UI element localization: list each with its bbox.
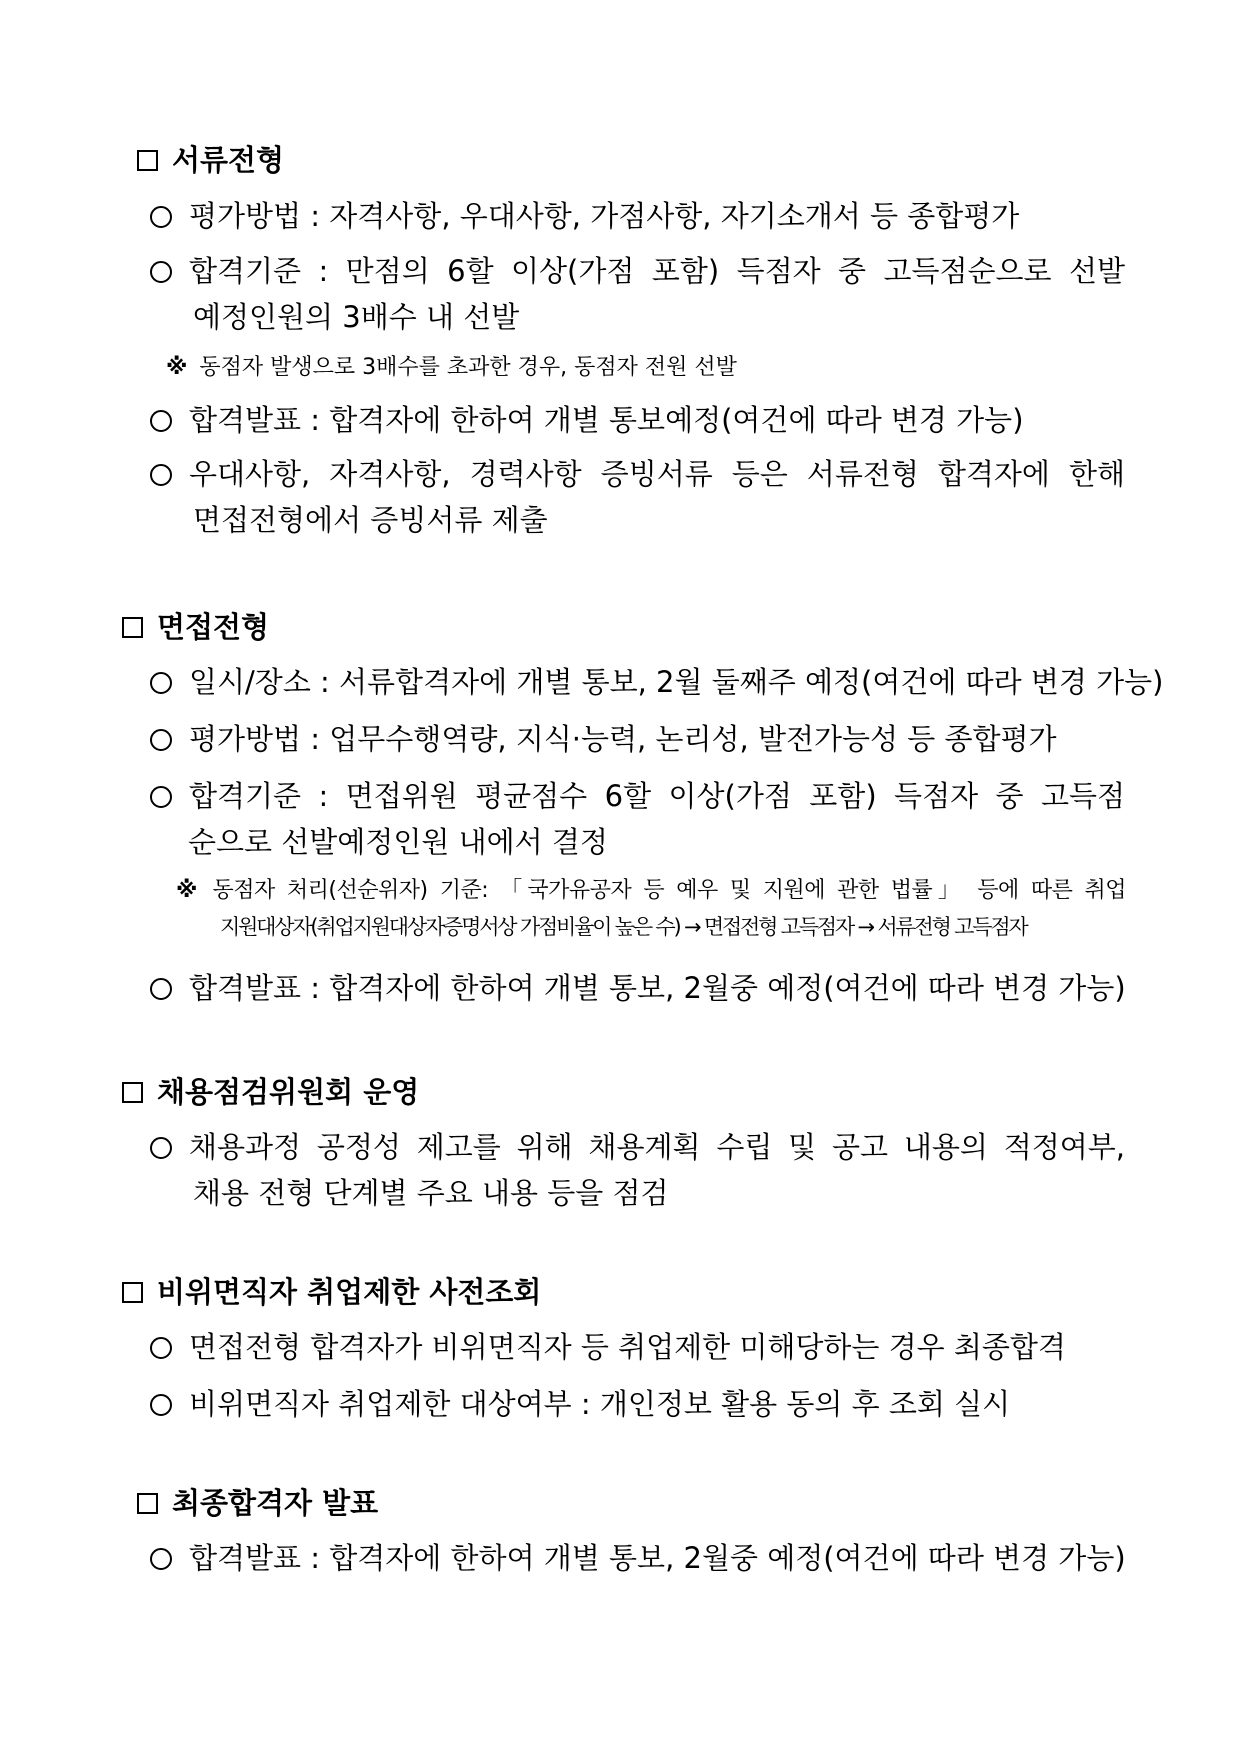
section-heading-final-announcement: 최종합격자 발표 — [137, 1489, 378, 1518]
circle-bullet-icon — [150, 978, 172, 1000]
checkbox-square-icon — [122, 1282, 143, 1303]
list-item: 일시/장소 : 서류합격자에 개별 통보, 2월 둘째주 예정(여건에 따라 변경 가능) — [150, 659, 1125, 705]
section-heading-document-screening: 서류전형 — [137, 146, 284, 175]
circle-bullet-icon — [150, 1337, 172, 1359]
footnote: ※ 동점자 발생으로 3배수를 초과한 경우, 동점자 전원 선발 — [166, 355, 737, 380]
footnote: ※ 동점자 처리(선순위자) 기준: 「국가유공자 등 예우 및 지원에 관한 법률」 등에 따른 취업 지원대상자(취업지원대상자증명서상 가점비율이 높은 수) → 면접전형 고득점자 → 서류전형 고득점자 — [176, 878, 1126, 939]
section-heading-recruitment-review-committee: 채용점검위원회 운영 — [122, 1078, 419, 1107]
circle-bullet-icon — [150, 464, 172, 486]
list-item: 비위면직자 취업제한 대상여부 : 개인정보 활용 동의 후 조회 실시 — [150, 1381, 1125, 1427]
circle-bullet-icon — [150, 1548, 172, 1570]
circle-bullet-icon — [150, 261, 172, 283]
circle-bullet-icon — [150, 410, 172, 432]
list-item: 합격발표 : 합격자에 한하여 개별 통보, 2월중 예정(여건에 따라 변경 가능) — [150, 1535, 1125, 1581]
circle-bullet-icon — [150, 729, 172, 751]
circle-bullet-icon — [150, 1137, 172, 1159]
list-item: 평가방법 : 업무수행역량, 지식·능력, 논리성, 발전가능성 등 종합평가 — [150, 716, 1125, 762]
circle-bullet-icon — [150, 672, 172, 694]
list-item: 평가방법 : 자격사항, 우대사항, 가점사항, 자기소개서 등 종합평가 — [150, 193, 1125, 239]
checkbox-square-icon — [122, 1082, 143, 1103]
section-heading-interview: 면접전형 — [122, 613, 269, 642]
circle-bullet-icon — [150, 206, 172, 228]
list-item: 채용과정 공정성 제고를 위해 채용계획 수립 및 공고 내용의 적정여부, 채용 전형 단계별 주요 내용 등을 점검 — [150, 1124, 1125, 1216]
list-item: 합격발표 : 합격자에 한하여 개별 통보예정(여건에 따라 변경 가능) — [150, 397, 1125, 443]
circle-bullet-icon — [150, 1394, 172, 1416]
list-item: 면접전형 합격자가 비위면직자 등 취업제한 미해당하는 경우 최종합격 — [150, 1324, 1125, 1370]
list-item: 합격기준 : 만점의 6할 이상(가점 포함) 득점자 중 고득점순으로 선발 예정인원의 3배수 내 선발 — [150, 248, 1125, 340]
checkbox-square-icon — [137, 1493, 158, 1514]
checkbox-square-icon — [122, 617, 143, 638]
checkbox-square-icon — [137, 150, 158, 171]
section-heading-employment-restriction-check: 비위면직자 취업제한 사전조회 — [122, 1278, 541, 1307]
list-item: 우대사항, 자격사항, 경력사항 증빙서류 등은 서류전형 합격자에 한해 면접전형에서 증빙서류 제출 — [150, 451, 1125, 543]
list-item: 합격발표 : 합격자에 한하여 개별 통보, 2월중 예정(여건에 따라 변경 가능) — [150, 965, 1125, 1011]
circle-bullet-icon — [150, 786, 172, 808]
list-item: 합격기준 : 면접위원 평균점수 6할 이상(가점 포함) 득점자 중 고득점 순으로 선발예정인원 내에서 결정 — [150, 773, 1125, 865]
